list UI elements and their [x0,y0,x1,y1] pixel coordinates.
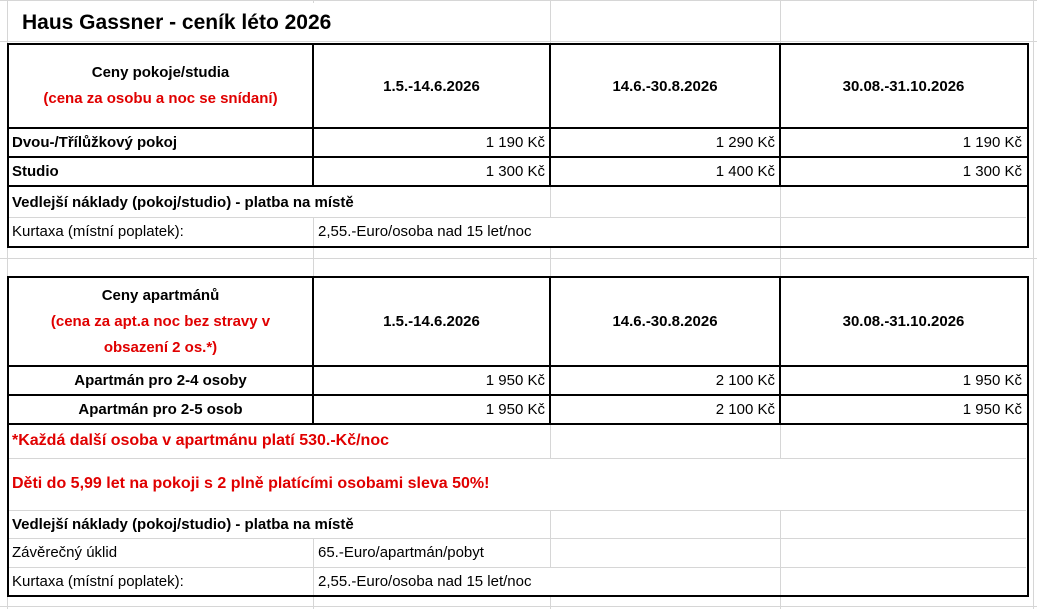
price-cell: 1 950 Kč [485,372,545,389]
price-cell: 2 100 Kč [715,372,775,389]
table-border [7,246,1029,248]
gridline [313,217,314,246]
price-cell: 1 190 Kč [485,134,545,151]
note-extra-person: *Každá další osoba v apartmánu platí 530.-Kč/noc [12,432,389,449]
price-cell: 1 300 Kč [485,163,545,180]
period-header: 1.5.-14.6.2026 [383,313,480,330]
gridline [0,258,1037,259]
price-cell: 1 950 Kč [962,372,1022,389]
gridline [313,596,314,609]
apartments-header-line1: Ceny apartmánů [101,286,220,304]
row-label: Apartmán pro 2-5 osob [78,401,243,418]
extra-cost-value: 65.-Euro/apartmán/pobyt [318,544,484,561]
gridline [313,0,314,3]
gridline [780,187,781,246]
table-border [7,423,1029,425]
extra-cost-label: Kurtaxa (místní poplatek): [12,573,184,590]
gridline [1033,0,1034,609]
table-border [7,185,1029,187]
note-children-discount: Děti do 5,99 let na pokoji s 2 plně platícími osobami sleva 50%! [12,475,490,492]
gridline [313,538,314,596]
gridline [550,247,551,277]
row-label: Apartmán pro 2-4 osoby [74,372,247,389]
page-title: Haus Gassner - ceník léto 2026 [22,11,332,34]
rooms-header-line1: Ceny pokoje/studia [91,64,230,81]
price-cell: 1 950 Kč [962,401,1022,418]
extra-costs-header: Vedlejší náklady (pokoj/studio) - platba na místě [12,193,354,211]
price-cell: 1 290 Kč [715,134,775,151]
table-border [7,43,9,248]
table-border [7,43,1029,45]
rooms-header-line2: (cena za osobu a noc se snídaní) [43,90,278,107]
apartments-header-line2: (cena za apt.a noc bez stravy v [50,312,271,330]
gridline [780,510,781,596]
price-cell: 1 300 Kč [962,163,1022,180]
table-border [1027,276,1029,597]
table-border [7,276,1029,278]
table-border [312,43,314,187]
gridline [9,458,1026,459]
apartments-header-cell [10,279,311,364]
extra-cost-label: Závěrečný úklid [12,544,118,561]
price-cell: 1 950 Kč [485,401,545,418]
table-border [7,276,9,597]
gridline [0,606,1037,607]
gridline [780,0,781,44]
table-border [312,276,314,425]
rooms-header-cell [10,46,311,126]
period-header: 14.6.-30.8.2026 [612,313,718,330]
period-header: 30.08.-31.10.2026 [842,313,965,330]
row-label: Studio [12,163,59,180]
row-label: Dvou-/Třílůžkový pokoj [12,134,178,151]
gridline [780,596,781,609]
table-border [7,595,1029,597]
extra-cost-label: Kurtaxa (místní poplatek): [12,223,184,240]
gridline [550,596,551,609]
apartments-header-line3: obsazení 2 os.*) [103,338,218,356]
period-header: 30.08.-31.10.2026 [842,77,965,95]
extra-costs-header: Vedlejší náklady (pokoj/studio) - platba na místě [12,515,354,533]
gridline [780,247,781,277]
price-cell: 1 400 Kč [715,163,775,180]
period-header: 14.6.-30.8.2026 [612,77,718,95]
extra-cost-value: 2,55.-Euro/osoba nad 15 let/noc [318,223,532,240]
price-cell: 1 190 Kč [962,134,1022,151]
gridline [313,247,314,277]
price-cell: 2 100 Kč [715,401,775,418]
gridline [0,0,1037,1]
gridline [0,41,1037,42]
extra-cost-value: 2,55.-Euro/osoba nad 15 let/noc [318,573,532,590]
period-header: 1.5.-14.6.2026 [383,77,480,95]
